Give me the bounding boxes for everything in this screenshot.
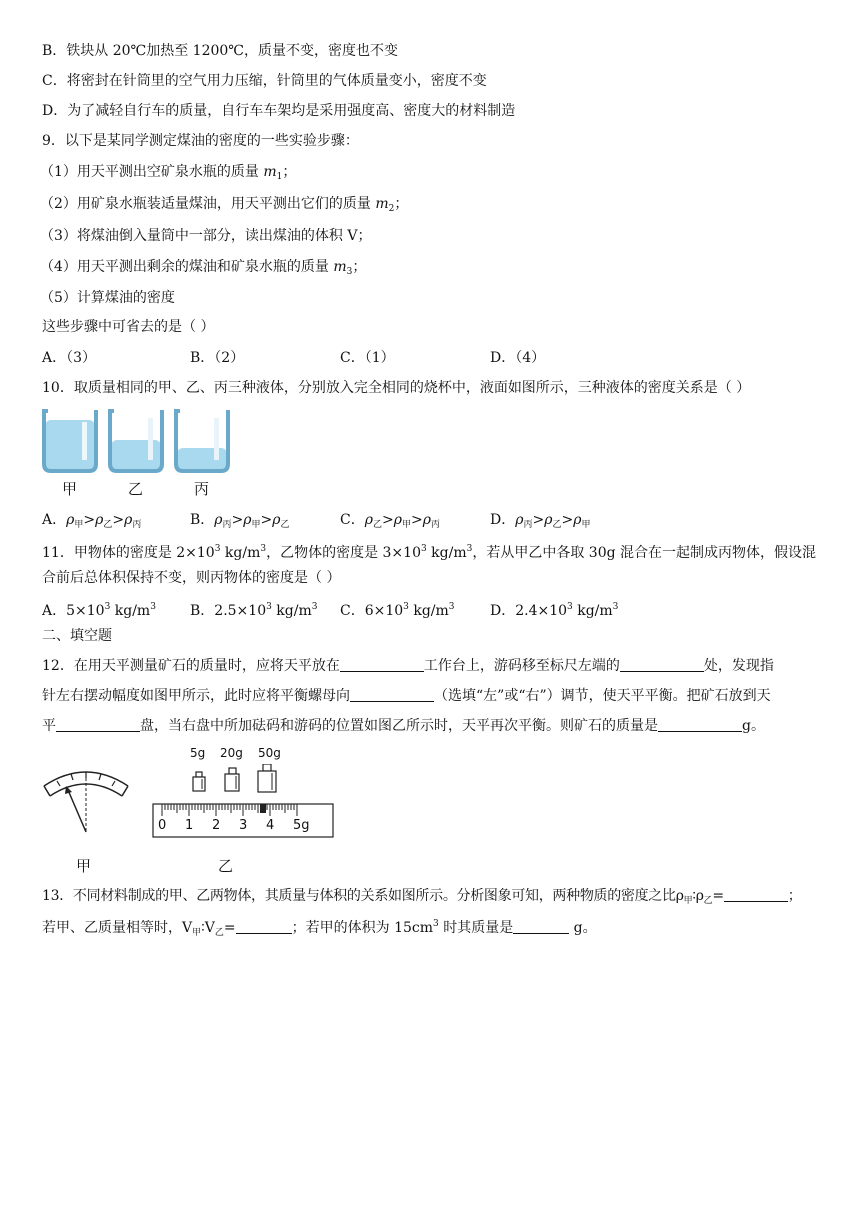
scale-tick-1: 1 (185, 818, 194, 833)
answer-blank[interactable] (236, 919, 292, 934)
question-13-line2: 若甲、乙质量相等时，$V_甲∶V_乙=$ ；若甲的体积为 $15cm^3$ 时其质量是 g。 (42, 919, 597, 938)
beaker-bing (174, 410, 228, 471)
q11-option-b: B．$2.5\times 10^3$ $kg/m^3$ (190, 602, 318, 619)
step-5: （5）计算煤油的密度 (40, 290, 175, 306)
question-11-cont: 合前后总体积保持不变，则丙物体的密度是（ ） (42, 570, 341, 586)
scale-tick-2: 2 (212, 818, 221, 833)
scale-tick-3: 3 (239, 818, 248, 833)
question-11: 11．甲物体的密度是 $2\times 10^3$ $kg/m^3$，乙物体的密度是 $3\times 10^3$ $kg/m^3$，若从甲乙中各取 30g 混合在一起制成丙物体，假设混 (42, 544, 817, 561)
scale-tick-4: 4 (266, 818, 275, 833)
beaker-jia (42, 410, 96, 471)
q10-option-b: B．$\rho_丙>\rho_甲>\rho_乙$ (190, 512, 290, 530)
option-c-q8: C．将密封在针筒里的空气用力压缩，针筒里的气体质量变小，密度不变 (42, 73, 487, 89)
option-b-q8: B．铁块从 20℃加热至 1200℃，质量不变，密度也不变 (42, 43, 398, 59)
q9-option-d: D．（4） (490, 350, 546, 366)
step-1: （1）用天平测出空矿泉水瓶的质量 $m_1$； (40, 164, 297, 182)
weight-label-50g: 50g (258, 746, 281, 760)
answer-blank[interactable] (513, 919, 569, 934)
question-12-line1: 12．在用天平测量矿石的质量时，应将天平放在 工作台上，游码移至标尺左端的 处，发现指 (42, 658, 774, 674)
figure-label-yi: 乙 (218, 857, 234, 875)
answer-blank[interactable] (56, 717, 140, 732)
q11-option-c: C．$6\times 10^3$ $kg/m^3$ (340, 602, 455, 619)
q9-option-c: C．（1） (340, 350, 395, 366)
q11-option-a: A．$5\times 10^3$ $kg/m^3$ (42, 602, 156, 619)
question-13-line1: 13．不同材料制成的甲、乙两物体，其质量与体积的关系如图所示。分析图象可知，两种物质的密度之比$\rho_甲∶\rho_乙=$ ； (42, 888, 802, 906)
figure-label-jia: 甲 (76, 857, 92, 875)
q10-option-a: A．$\rho_甲>\rho_乙>\rho_丙$ (42, 512, 142, 530)
beaker-label-yi: 乙 (128, 480, 144, 498)
answer-blank[interactable] (340, 657, 424, 672)
answer-blank[interactable] (350, 687, 434, 702)
q11-option-d: D．$2.4\times 10^3$ $kg/m^3$ (490, 602, 619, 619)
scale-tick-0: 0 (158, 818, 167, 833)
question-12-line2: 针左右摆动幅度如图甲所示，此时应将平衡螺母向 （选填“左”或“右”）调节，使天平平衡。把矿石放到天 (42, 688, 771, 704)
weight-50g (258, 764, 276, 792)
answer-blank[interactable] (724, 887, 788, 902)
beaker-label-jia: 甲 (62, 480, 78, 498)
step-3: （3）将煤油倒入量筒中一部分，读出煤油的体积 V； (40, 228, 372, 244)
weight-5g (193, 772, 205, 791)
rider-marker (260, 804, 266, 813)
q9-option-b: B．（2） (190, 350, 245, 366)
step-4: （4）用天平测出剩余的煤油和矿泉水瓶的质量 $m_3$； (40, 259, 367, 277)
section-heading-fill-in: 二、填空题 (42, 628, 112, 644)
q10-option-c: C．$\rho_乙>\rho_甲>\rho_丙$ (340, 512, 440, 530)
weight-20g (225, 768, 239, 791)
answer-blank[interactable] (658, 717, 742, 732)
question-10: 10．取质量相同的甲、乙、丙三种液体，分别放入完全相同的烧杯中，液面如图所示，三种液体的密度关系是（ ） (42, 380, 751, 396)
beaker-yi (108, 410, 162, 471)
weight-label-20g: 20g (220, 746, 243, 760)
balance-pointer-figure (40, 764, 132, 836)
answer-blank[interactable] (620, 657, 704, 672)
weight-label-5g: 5g (190, 746, 206, 760)
question-9: 9．以下是某同学测定煤油的密度的一些实验步骤： (42, 133, 359, 149)
beaker-label-bing: 丙 (194, 480, 210, 498)
option-d-q8: D．为了减轻自行车的质量，自行车车架均是采用强度高、密度大的材料制造 (42, 103, 516, 119)
scale-tick-5g: 5g (293, 818, 310, 833)
q10-option-d: D．$\rho_丙>\rho_乙>\rho_甲$ (490, 512, 591, 530)
beakers-figure (40, 408, 240, 476)
q9-option-a: A．（3） (42, 350, 97, 366)
question-9-prompt: 这些步骤中可省去的是（ ） (42, 319, 215, 335)
question-12-line3: 平 盘，当右盘中所加砝码和游码的位置如图乙所示时，天平再次平衡。则矿石的质量是 g。 (42, 718, 765, 734)
step-2: （2）用矿泉水瓶装适量煤油，用天平测出它们的质量 $m_2$； (40, 196, 409, 214)
